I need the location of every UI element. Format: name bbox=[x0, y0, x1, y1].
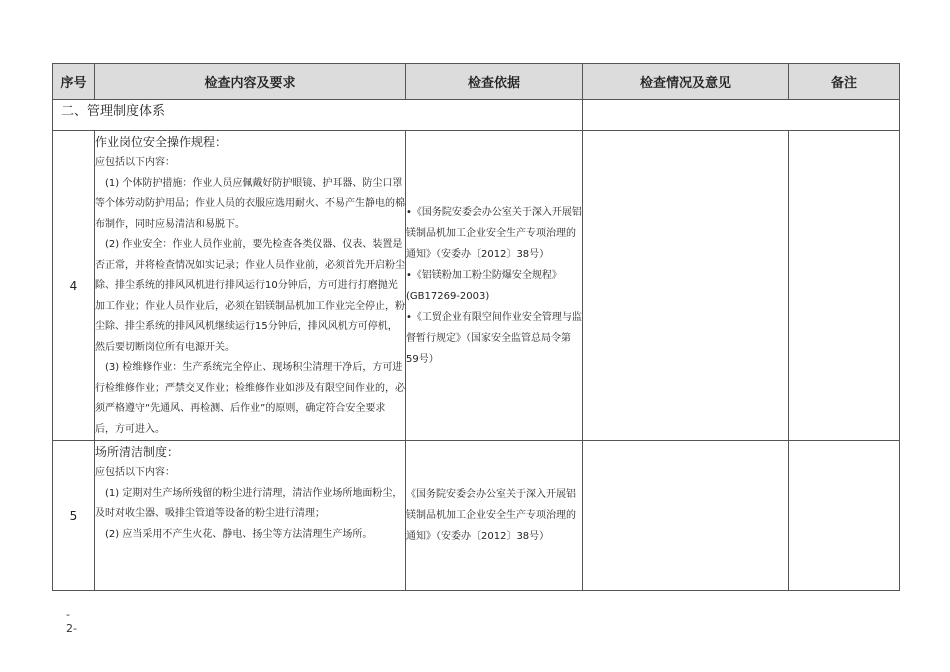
content-line: (1) 个体防护措施：作业人员应佩戴好防护眼镜、护耳器、防尘口罩等个体劳动防护用品；作业人员的衣服应选用耐火、不易产生静电的棉布制作，同时应易清洁和易脱下。 bbox=[95, 177, 405, 230]
footer-dash: - bbox=[66, 608, 70, 621]
row-findings bbox=[583, 131, 789, 441]
row-number: 5 bbox=[53, 441, 95, 591]
row-remarks bbox=[789, 441, 900, 591]
section-row bbox=[53, 100, 900, 131]
basis-item: 《国务院安委会办公室关于深入开展铝镁制品机加工企业安全生产专项治理的通知》（安委办〔2012〕38号） bbox=[406, 489, 576, 542]
table-row bbox=[53, 441, 900, 591]
section-empty-cell bbox=[583, 100, 900, 131]
page-footer bbox=[66, 608, 77, 636]
row-content bbox=[95, 131, 406, 441]
header-content: 检查内容及要求 bbox=[95, 64, 406, 100]
page-number: 2- bbox=[66, 622, 77, 635]
inspection-table bbox=[52, 63, 900, 591]
content-line: (3) 检维修作业：生产系统完全停止、现场积尘清理干净后，方可进行检维修作业；严禁交叉作业；检维修作业如涉及有限空间作业的，必须严格遵守“先通风、再检测、后作业”的原则，确定符合安全要求后，方可进入。 bbox=[95, 362, 405, 435]
row-basis bbox=[406, 131, 583, 441]
row-remarks bbox=[789, 131, 900, 441]
row-findings bbox=[583, 441, 789, 591]
header-seq: 序号 bbox=[53, 64, 95, 100]
section-title: 二、管理制度体系 bbox=[53, 100, 583, 131]
row-number: 4 bbox=[53, 131, 95, 441]
content-line: (1) 定期对生产场所残留的粉尘进行清理，清洁作业场所地面粉尘，及时对收尘器、吸排尘管道等设备的粉尘进行清理； bbox=[95, 487, 403, 519]
header-remarks: 备注 bbox=[789, 64, 900, 100]
table-row bbox=[53, 131, 900, 441]
row-title: 场所清洁制度： bbox=[95, 445, 180, 459]
content-line: 应包括以下内容： bbox=[95, 467, 175, 478]
basis-item: •《国务院安委会办公室关于深入开展铝镁制品机加工企业安全生产专项治理的通知》（安委办〔2012〕38号） bbox=[406, 206, 582, 260]
content-line: (2) 作业安全：作业人员作业前，要先检查各类仪器、仪表、装置是否正常，并将检查情况如实记录；作业人员作业前，必须首先开启粉尘除、排尘系统的排风风机进行排风运行10分钟后，方可进行打磨抛光加工作业；作业人员作业后，必须在铝镁制品机加工作业完全停止，粉尘除、排尘系统的排风风机继续运行15分钟后，排风风机方可停机，然后要切断岗位所有电源开关。 bbox=[95, 239, 405, 353]
basis-item: •《铝镁粉加工粉尘防爆安全规程》 (GB17269-2003) bbox=[406, 269, 562, 302]
row-title: 作业岗位安全操作规程： bbox=[95, 135, 228, 149]
basis-item: •《工贸企业有限空间作业安全管理与监督暂行规定》（国家安全监管总局令第59号） bbox=[406, 311, 582, 365]
content-line: (2) 应当采用不产生火花、静电、扬尘等方法清理生产场所。 bbox=[105, 528, 373, 540]
row-basis bbox=[406, 441, 583, 591]
content-line: 应包括以下内容： bbox=[95, 157, 175, 168]
header-findings: 检查情况及意见 bbox=[583, 64, 789, 100]
header-row bbox=[53, 64, 900, 100]
row-content bbox=[95, 441, 406, 591]
header-basis: 检查依据 bbox=[406, 64, 583, 100]
